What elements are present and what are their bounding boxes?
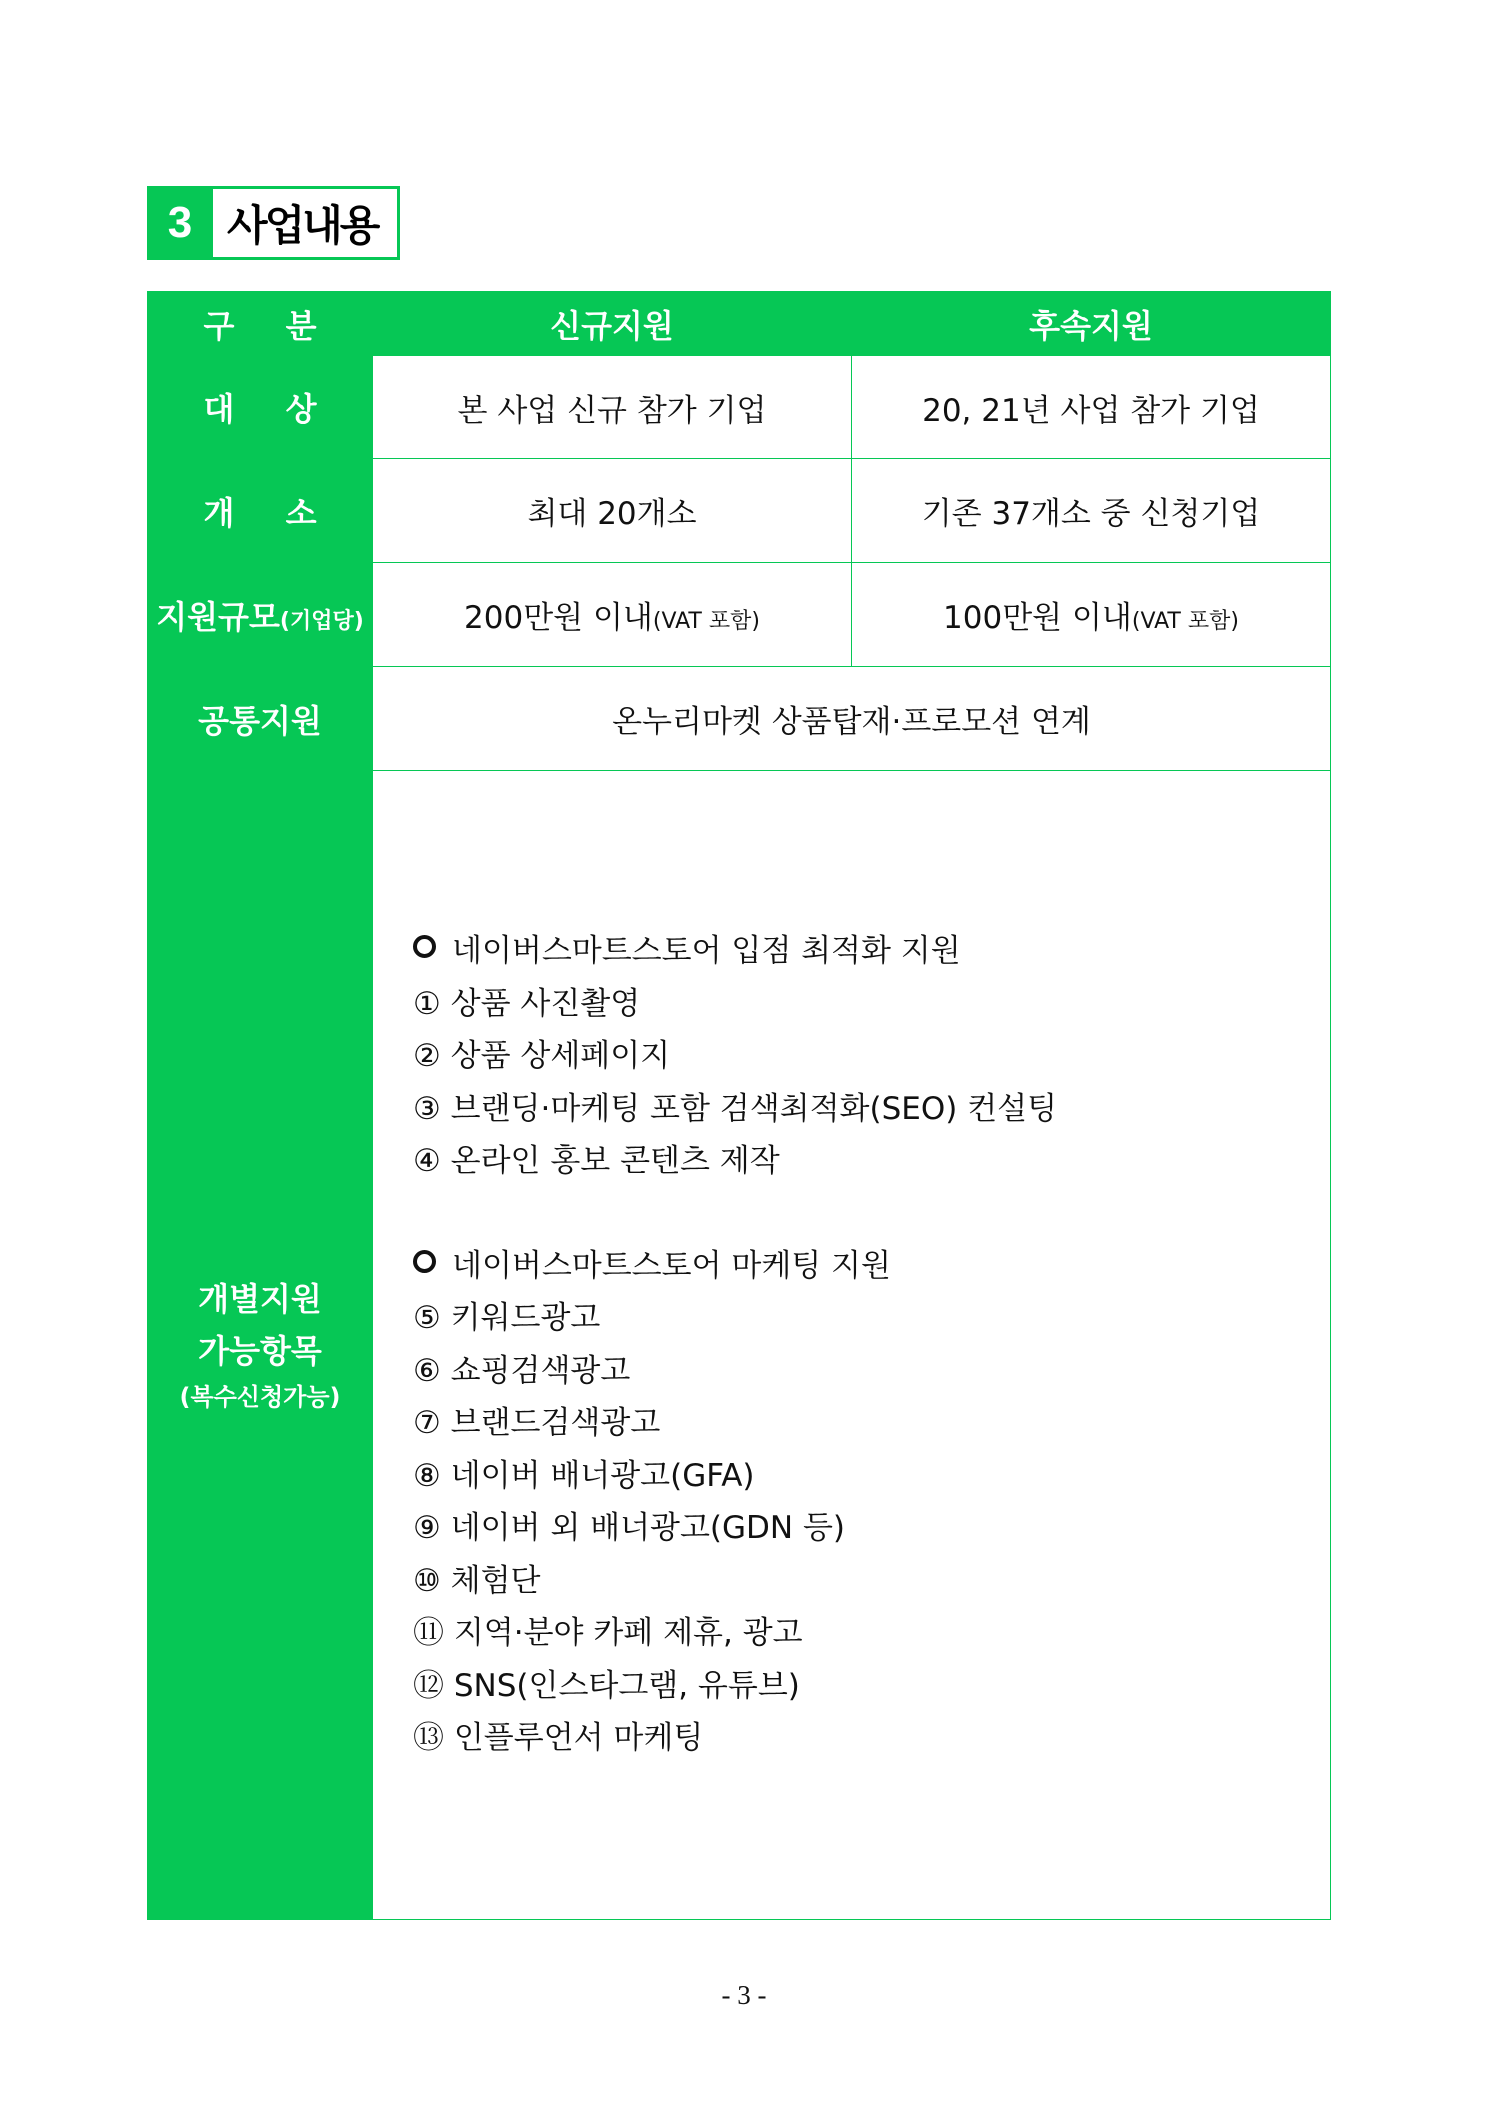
list-item: ⑦ 브랜드검색광고 [413, 1405, 661, 1442]
group-title: 네이버스마트스토어 입점 최적화 지원 [413, 925, 1330, 978]
row-label-common: 공통지원 [148, 667, 373, 771]
list-item: ⑥ 쇼핑검색광고 [413, 1352, 631, 1389]
count-followup: 기존 37개소 중 신청기업 [852, 459, 1331, 563]
table-row [148, 563, 1331, 667]
list-item: ⑩ 체험단 [413, 1562, 541, 1599]
row-label-scale [148, 563, 373, 667]
row-label-count: 개 소 [148, 459, 373, 563]
individual-items [373, 771, 1331, 1920]
scale-new-amount: 200만원 이내 [464, 600, 653, 636]
individual-label-line1: 개별지원 [198, 1280, 322, 1318]
list-item: ② 상품 상세페이지 [413, 1038, 671, 1075]
count-new: 최대 20개소 [373, 459, 852, 563]
target-new: 본 사업 신규 참가 기업 [373, 356, 852, 459]
circle-bullet-icon [413, 935, 436, 958]
individual-label-note: (복수신청가능) [179, 1383, 341, 1411]
list-item: ⑫ SNS(인스타그램, 유튜브) [413, 1667, 800, 1704]
header-category: 구 분 [148, 292, 373, 356]
scale-label-small: (기업당) [279, 608, 364, 634]
table-row [148, 771, 1331, 1920]
list-item: ① 상품 사진촬영 [413, 985, 641, 1022]
table-row [148, 667, 1331, 771]
row-label-individual [148, 771, 373, 1920]
row-label-target: 대 상 [148, 356, 373, 459]
table-row [148, 459, 1331, 563]
list-item: ③ 브랜딩·마케팅 포함 검색최적화(SEO) 컨설팅 [413, 1090, 1058, 1127]
scale-new-vat: (VAT 포함) [652, 609, 760, 634]
list-item: ⑧ 네이버 배너광고(GFA) [413, 1457, 755, 1494]
scale-followup [852, 563, 1331, 667]
section-title: 사업내용 [213, 186, 400, 260]
circle-bullet-icon [413, 1250, 436, 1273]
target-followup: 20, 21년 사업 참가 기업 [852, 356, 1331, 459]
section-heading [147, 186, 400, 260]
list-item: ⑤ 키워드광고 [413, 1300, 601, 1337]
group-title: 네이버스마트스토어 마케팅 지원 [413, 1240, 1330, 1293]
header-followup: 후속지원 [852, 292, 1331, 356]
table-row [148, 356, 1331, 459]
list-item: ④ 온라인 홍보 콘텐츠 제작 [413, 1143, 780, 1180]
scale-label: 지원규모 [156, 597, 280, 636]
header-new: 신규지원 [373, 292, 852, 356]
section-number: 3 [147, 186, 213, 260]
scale-followup-vat: (VAT 포함) [1131, 609, 1239, 634]
page-number: - 3 - [721, 1980, 767, 2010]
list-item: ⑨ 네이버 외 배너광고(GDN 등) [413, 1510, 845, 1547]
list-item: ⑬ 인플루언서 마케팅 [413, 1720, 704, 1757]
list-item: ⑪ 지역·분야 카페 제휴, 광고 [413, 1615, 803, 1652]
scale-followup-amount: 100만원 이내 [943, 600, 1132, 636]
scale-new [373, 563, 852, 667]
business-content-table [147, 291, 1331, 1920]
table-header-row [148, 292, 1331, 356]
common-support: 온누리마켓 상품탑재·프로모션 연계 [373, 667, 1331, 771]
spacer [413, 1188, 1330, 1240]
individual-label-line2: 가능항목 [198, 1332, 322, 1370]
